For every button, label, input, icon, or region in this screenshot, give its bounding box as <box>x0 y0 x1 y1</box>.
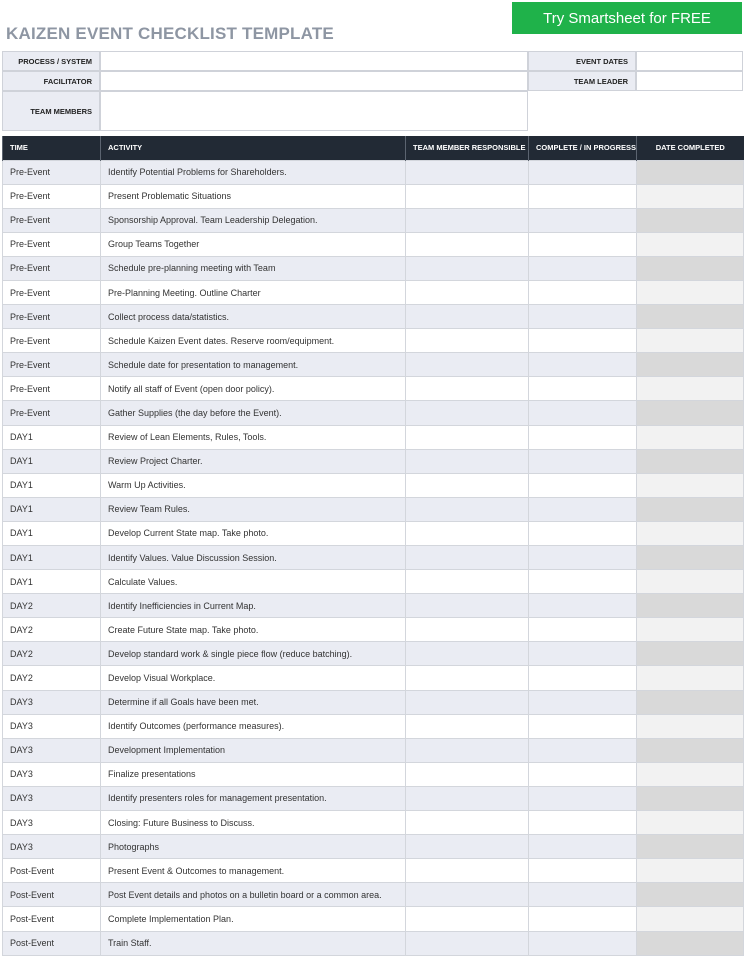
complete-status-cell[interactable] <box>529 931 637 955</box>
team-member-responsible-cell[interactable] <box>406 184 529 208</box>
header-time: TIME <box>3 136 101 160</box>
table-row <box>3 811 744 835</box>
table-row <box>3 666 744 690</box>
time-cell: DAY3 <box>3 786 101 810</box>
team-member-responsible-cell[interactable] <box>406 859 529 883</box>
complete-status-cell[interactable] <box>529 208 637 232</box>
activity-cell: Present Event & Outcomes to management. <box>101 859 406 883</box>
time-cell: Pre-Event <box>3 305 101 329</box>
time-cell: DAY3 <box>3 835 101 859</box>
date-completed-cell[interactable] <box>637 353 744 377</box>
table-row <box>3 280 744 304</box>
date-completed-cell[interactable] <box>637 786 744 810</box>
complete-status-cell[interactable] <box>529 642 637 666</box>
team-member-responsible-cell[interactable] <box>406 473 529 497</box>
team-member-responsible-cell[interactable] <box>406 521 529 545</box>
time-cell: Pre-Event <box>3 208 101 232</box>
time-cell: DAY1 <box>3 425 101 449</box>
header-activity: ACTIVITY <box>101 136 406 160</box>
activity-cell: Warm Up Activities. <box>101 473 406 497</box>
event-info-block <box>2 51 743 131</box>
team-member-responsible-cell[interactable] <box>406 280 529 304</box>
table-row <box>3 883 744 907</box>
complete-status-cell[interactable] <box>529 473 637 497</box>
team-leader-field[interactable] <box>636 71 743 91</box>
team-member-responsible-cell[interactable] <box>406 762 529 786</box>
date-completed-cell[interactable] <box>637 377 744 401</box>
date-completed-cell[interactable] <box>637 401 744 425</box>
complete-status-cell[interactable] <box>529 907 637 931</box>
table-row <box>3 521 744 545</box>
time-cell: Pre-Event <box>3 256 101 280</box>
date-completed-cell[interactable] <box>637 835 744 859</box>
team-member-responsible-cell[interactable] <box>406 690 529 714</box>
activity-cell: Schedule pre-planning meeting with Team <box>101 256 406 280</box>
activity-cell: Review Project Charter. <box>101 449 406 473</box>
table-row <box>3 642 744 666</box>
process-system-field[interactable] <box>100 51 528 71</box>
time-cell: DAY1 <box>3 473 101 497</box>
activity-cell: Identify Potential Problems for Shareholders. <box>101 160 406 184</box>
table-row <box>3 907 744 931</box>
activity-cell: Create Future State map. Take photo. <box>101 618 406 642</box>
complete-status-cell[interactable] <box>529 738 637 762</box>
activity-cell: Closing: Future Business to Discuss. <box>101 811 406 835</box>
team-member-responsible-cell[interactable] <box>406 232 529 256</box>
table-row <box>3 329 744 353</box>
date-completed-cell[interactable] <box>637 473 744 497</box>
complete-status-cell[interactable] <box>529 690 637 714</box>
time-cell: Pre-Event <box>3 353 101 377</box>
time-cell: DAY3 <box>3 690 101 714</box>
activity-cell: Sponsorship Approval. Team Leadership Delegation. <box>101 208 406 232</box>
complete-status-cell[interactable] <box>529 546 637 570</box>
complete-status-cell[interactable] <box>529 859 637 883</box>
complete-status-cell[interactable] <box>529 666 637 690</box>
date-completed-cell[interactable] <box>637 738 744 762</box>
activity-cell: Determine if all Goals have been met. <box>101 690 406 714</box>
date-completed-cell[interactable] <box>637 256 744 280</box>
date-completed-cell[interactable] <box>637 762 744 786</box>
team-member-responsible-cell[interactable] <box>406 353 529 377</box>
activity-cell: Develop Visual Workplace. <box>101 666 406 690</box>
date-completed-cell[interactable] <box>637 497 744 521</box>
team-member-responsible-cell[interactable] <box>406 666 529 690</box>
activity-cell: Notify all staff of Event (open door policy). <box>101 377 406 401</box>
team-member-responsible-cell[interactable] <box>406 811 529 835</box>
table-row <box>3 449 744 473</box>
table-row <box>3 160 744 184</box>
activity-cell: Photographs <box>101 835 406 859</box>
complete-status-cell[interactable] <box>529 714 637 738</box>
date-completed-cell[interactable] <box>637 883 744 907</box>
time-cell: DAY1 <box>3 497 101 521</box>
event-dates-label: EVENT DATES <box>528 51 636 71</box>
table-row <box>3 353 744 377</box>
complete-status-cell[interactable] <box>529 160 637 184</box>
time-cell: DAY2 <box>3 594 101 618</box>
activity-cell: Identify Values. Value Discussion Session. <box>101 546 406 570</box>
complete-status-cell[interactable] <box>529 811 637 835</box>
team-member-responsible-cell[interactable] <box>406 305 529 329</box>
team-member-responsible-cell[interactable] <box>406 594 529 618</box>
activity-cell: Develop standard work & single piece flow (reduce batching). <box>101 642 406 666</box>
team-member-responsible-cell[interactable] <box>406 883 529 907</box>
team-member-responsible-cell[interactable] <box>406 618 529 642</box>
table-row <box>3 232 744 256</box>
complete-status-cell[interactable] <box>529 497 637 521</box>
checklist-rows <box>3 160 744 955</box>
date-completed-cell[interactable] <box>637 859 744 883</box>
table-row <box>3 473 744 497</box>
table-row <box>3 256 744 280</box>
table-row <box>3 859 744 883</box>
activity-cell: Review of Lean Elements, Rules, Tools. <box>101 425 406 449</box>
page-title: KAIZEN EVENT CHECKLIST TEMPLATE <box>6 24 334 43</box>
date-completed-cell[interactable] <box>637 594 744 618</box>
activity-cell: Train Staff. <box>101 931 406 955</box>
time-cell: Pre-Event <box>3 329 101 353</box>
table-row <box>3 305 744 329</box>
table-row <box>3 931 744 955</box>
table-row <box>3 425 744 449</box>
team-members-label: TEAM MEMBERS <box>2 91 100 131</box>
time-cell: DAY1 <box>3 570 101 594</box>
time-cell: DAY1 <box>3 521 101 545</box>
activity-cell: Review Team Rules. <box>101 497 406 521</box>
time-cell: Pre-Event <box>3 377 101 401</box>
complete-status-cell[interactable] <box>529 449 637 473</box>
time-cell: Pre-Event <box>3 280 101 304</box>
table-row <box>3 738 744 762</box>
time-cell: DAY3 <box>3 811 101 835</box>
time-cell: DAY2 <box>3 666 101 690</box>
date-completed-cell[interactable] <box>637 546 744 570</box>
time-cell: Post-Event <box>3 931 101 955</box>
activity-cell: Gather Supplies (the day before the Event). <box>101 401 406 425</box>
time-cell: DAY3 <box>3 738 101 762</box>
complete-status-cell[interactable] <box>529 835 637 859</box>
activity-cell: Post Event details and photos on a bulletin board or a common area. <box>101 883 406 907</box>
activity-cell: Group Teams Together <box>101 232 406 256</box>
time-cell: DAY1 <box>3 546 101 570</box>
complete-status-cell[interactable] <box>529 280 637 304</box>
complete-status-cell[interactable] <box>529 618 637 642</box>
date-completed-cell[interactable] <box>637 931 744 955</box>
team-member-responsible-cell[interactable] <box>406 786 529 810</box>
complete-status-cell[interactable] <box>529 521 637 545</box>
activity-cell: Finalize presentations <box>101 762 406 786</box>
date-completed-cell[interactable] <box>637 521 744 545</box>
time-cell: Pre-Event <box>3 160 101 184</box>
team-member-responsible-cell[interactable] <box>406 907 529 931</box>
date-completed-cell[interactable] <box>637 184 744 208</box>
team-member-responsible-cell[interactable] <box>406 835 529 859</box>
table-row <box>3 208 744 232</box>
activity-cell: Identify presenters roles for management presentation. <box>101 786 406 810</box>
time-cell: Post-Event <box>3 883 101 907</box>
time-cell: Post-Event <box>3 859 101 883</box>
date-completed-cell[interactable] <box>637 666 744 690</box>
time-cell: DAY2 <box>3 618 101 642</box>
team-member-responsible-cell[interactable] <box>406 425 529 449</box>
activity-cell: Complete Implementation Plan. <box>101 907 406 931</box>
checklist-table <box>2 136 744 956</box>
team-member-responsible-cell[interactable] <box>406 208 529 232</box>
complete-status-cell[interactable] <box>529 883 637 907</box>
table-header-row <box>3 136 744 160</box>
table-row <box>3 594 744 618</box>
date-completed-cell[interactable] <box>637 690 744 714</box>
team-member-responsible-cell[interactable] <box>406 642 529 666</box>
table-row <box>3 184 744 208</box>
table-row <box>3 786 744 810</box>
team-member-responsible-cell[interactable] <box>406 329 529 353</box>
date-completed-cell[interactable] <box>637 907 744 931</box>
activity-cell: Schedule date for presentation to management. <box>101 353 406 377</box>
header-date-completed: DATE COMPLETED <box>637 136 744 160</box>
date-completed-cell[interactable] <box>637 618 744 642</box>
date-completed-cell[interactable] <box>637 811 744 835</box>
complete-status-cell[interactable] <box>529 329 637 353</box>
complete-status-cell[interactable] <box>529 353 637 377</box>
header-team-member-responsible: TEAM MEMBER RESPONSIBLE <box>406 136 529 160</box>
activity-cell: Identify Outcomes (performance measures). <box>101 714 406 738</box>
activity-cell: Identify Inefficiencies in Current Map. <box>101 594 406 618</box>
team-members-field[interactable] <box>100 91 528 131</box>
activity-cell: Develop Current State map. Take photo. <box>101 521 406 545</box>
table-row <box>3 546 744 570</box>
time-cell: DAY1 <box>3 449 101 473</box>
date-completed-cell[interactable] <box>637 160 744 184</box>
date-completed-cell[interactable] <box>637 208 744 232</box>
table-row <box>3 714 744 738</box>
team-member-responsible-cell[interactable] <box>406 714 529 738</box>
date-completed-cell[interactable] <box>637 305 744 329</box>
team-member-responsible-cell[interactable] <box>406 449 529 473</box>
date-completed-cell[interactable] <box>637 570 744 594</box>
try-smartsheet-button[interactable]: Try Smartsheet for FREE <box>512 2 742 34</box>
team-member-responsible-cell[interactable] <box>406 570 529 594</box>
team-member-responsible-cell[interactable] <box>406 546 529 570</box>
date-completed-cell[interactable] <box>637 642 744 666</box>
time-cell: Pre-Event <box>3 401 101 425</box>
complete-status-cell[interactable] <box>529 256 637 280</box>
date-completed-cell[interactable] <box>637 449 744 473</box>
activity-cell: Collect process data/statistics. <box>101 305 406 329</box>
event-dates-field[interactable] <box>636 51 743 71</box>
date-completed-cell[interactable] <box>637 232 744 256</box>
complete-status-cell[interactable] <box>529 377 637 401</box>
header-complete-in-progress: COMPLETE / IN PROGRESS <box>529 136 637 160</box>
complete-status-cell[interactable] <box>529 425 637 449</box>
team-member-responsible-cell[interactable] <box>406 377 529 401</box>
table-row <box>3 497 744 521</box>
activity-cell: Present Problematic Situations <box>101 184 406 208</box>
complete-status-cell[interactable] <box>529 786 637 810</box>
time-cell: DAY3 <box>3 714 101 738</box>
activity-cell: Calculate Values. <box>101 570 406 594</box>
team-member-responsible-cell[interactable] <box>406 256 529 280</box>
date-completed-cell[interactable] <box>637 714 744 738</box>
activity-cell: Schedule Kaizen Event dates. Reserve room/equipment. <box>101 329 406 353</box>
table-row <box>3 401 744 425</box>
team-leader-label: TEAM LEADER <box>528 71 636 91</box>
date-completed-cell[interactable] <box>637 329 744 353</box>
date-completed-cell[interactable] <box>637 425 744 449</box>
table-row <box>3 690 744 714</box>
process-system-label: PROCESS / SYSTEM <box>2 51 100 71</box>
complete-status-cell[interactable] <box>529 401 637 425</box>
activity-cell: Development Implementation <box>101 738 406 762</box>
team-member-responsible-cell[interactable] <box>406 401 529 425</box>
time-cell: Pre-Event <box>3 184 101 208</box>
complete-status-cell[interactable] <box>529 594 637 618</box>
facilitator-field[interactable] <box>100 71 528 91</box>
facilitator-label: FACILITATOR <box>2 71 100 91</box>
team-member-responsible-cell[interactable] <box>406 497 529 521</box>
team-member-responsible-cell[interactable] <box>406 738 529 762</box>
activity-cell: Pre-Planning Meeting. Outline Charter <box>101 280 406 304</box>
complete-status-cell[interactable] <box>529 305 637 329</box>
complete-status-cell[interactable] <box>529 232 637 256</box>
complete-status-cell[interactable] <box>529 184 637 208</box>
team-member-responsible-cell[interactable] <box>406 931 529 955</box>
complete-status-cell[interactable] <box>529 762 637 786</box>
table-row <box>3 762 744 786</box>
date-completed-cell[interactable] <box>637 280 744 304</box>
time-cell: Post-Event <box>3 907 101 931</box>
table-row <box>3 835 744 859</box>
time-cell: DAY3 <box>3 762 101 786</box>
time-cell: Pre-Event <box>3 232 101 256</box>
table-row <box>3 570 744 594</box>
complete-status-cell[interactable] <box>529 570 637 594</box>
table-row <box>3 618 744 642</box>
table-row <box>3 377 744 401</box>
team-member-responsible-cell[interactable] <box>406 160 529 184</box>
time-cell: DAY2 <box>3 642 101 666</box>
